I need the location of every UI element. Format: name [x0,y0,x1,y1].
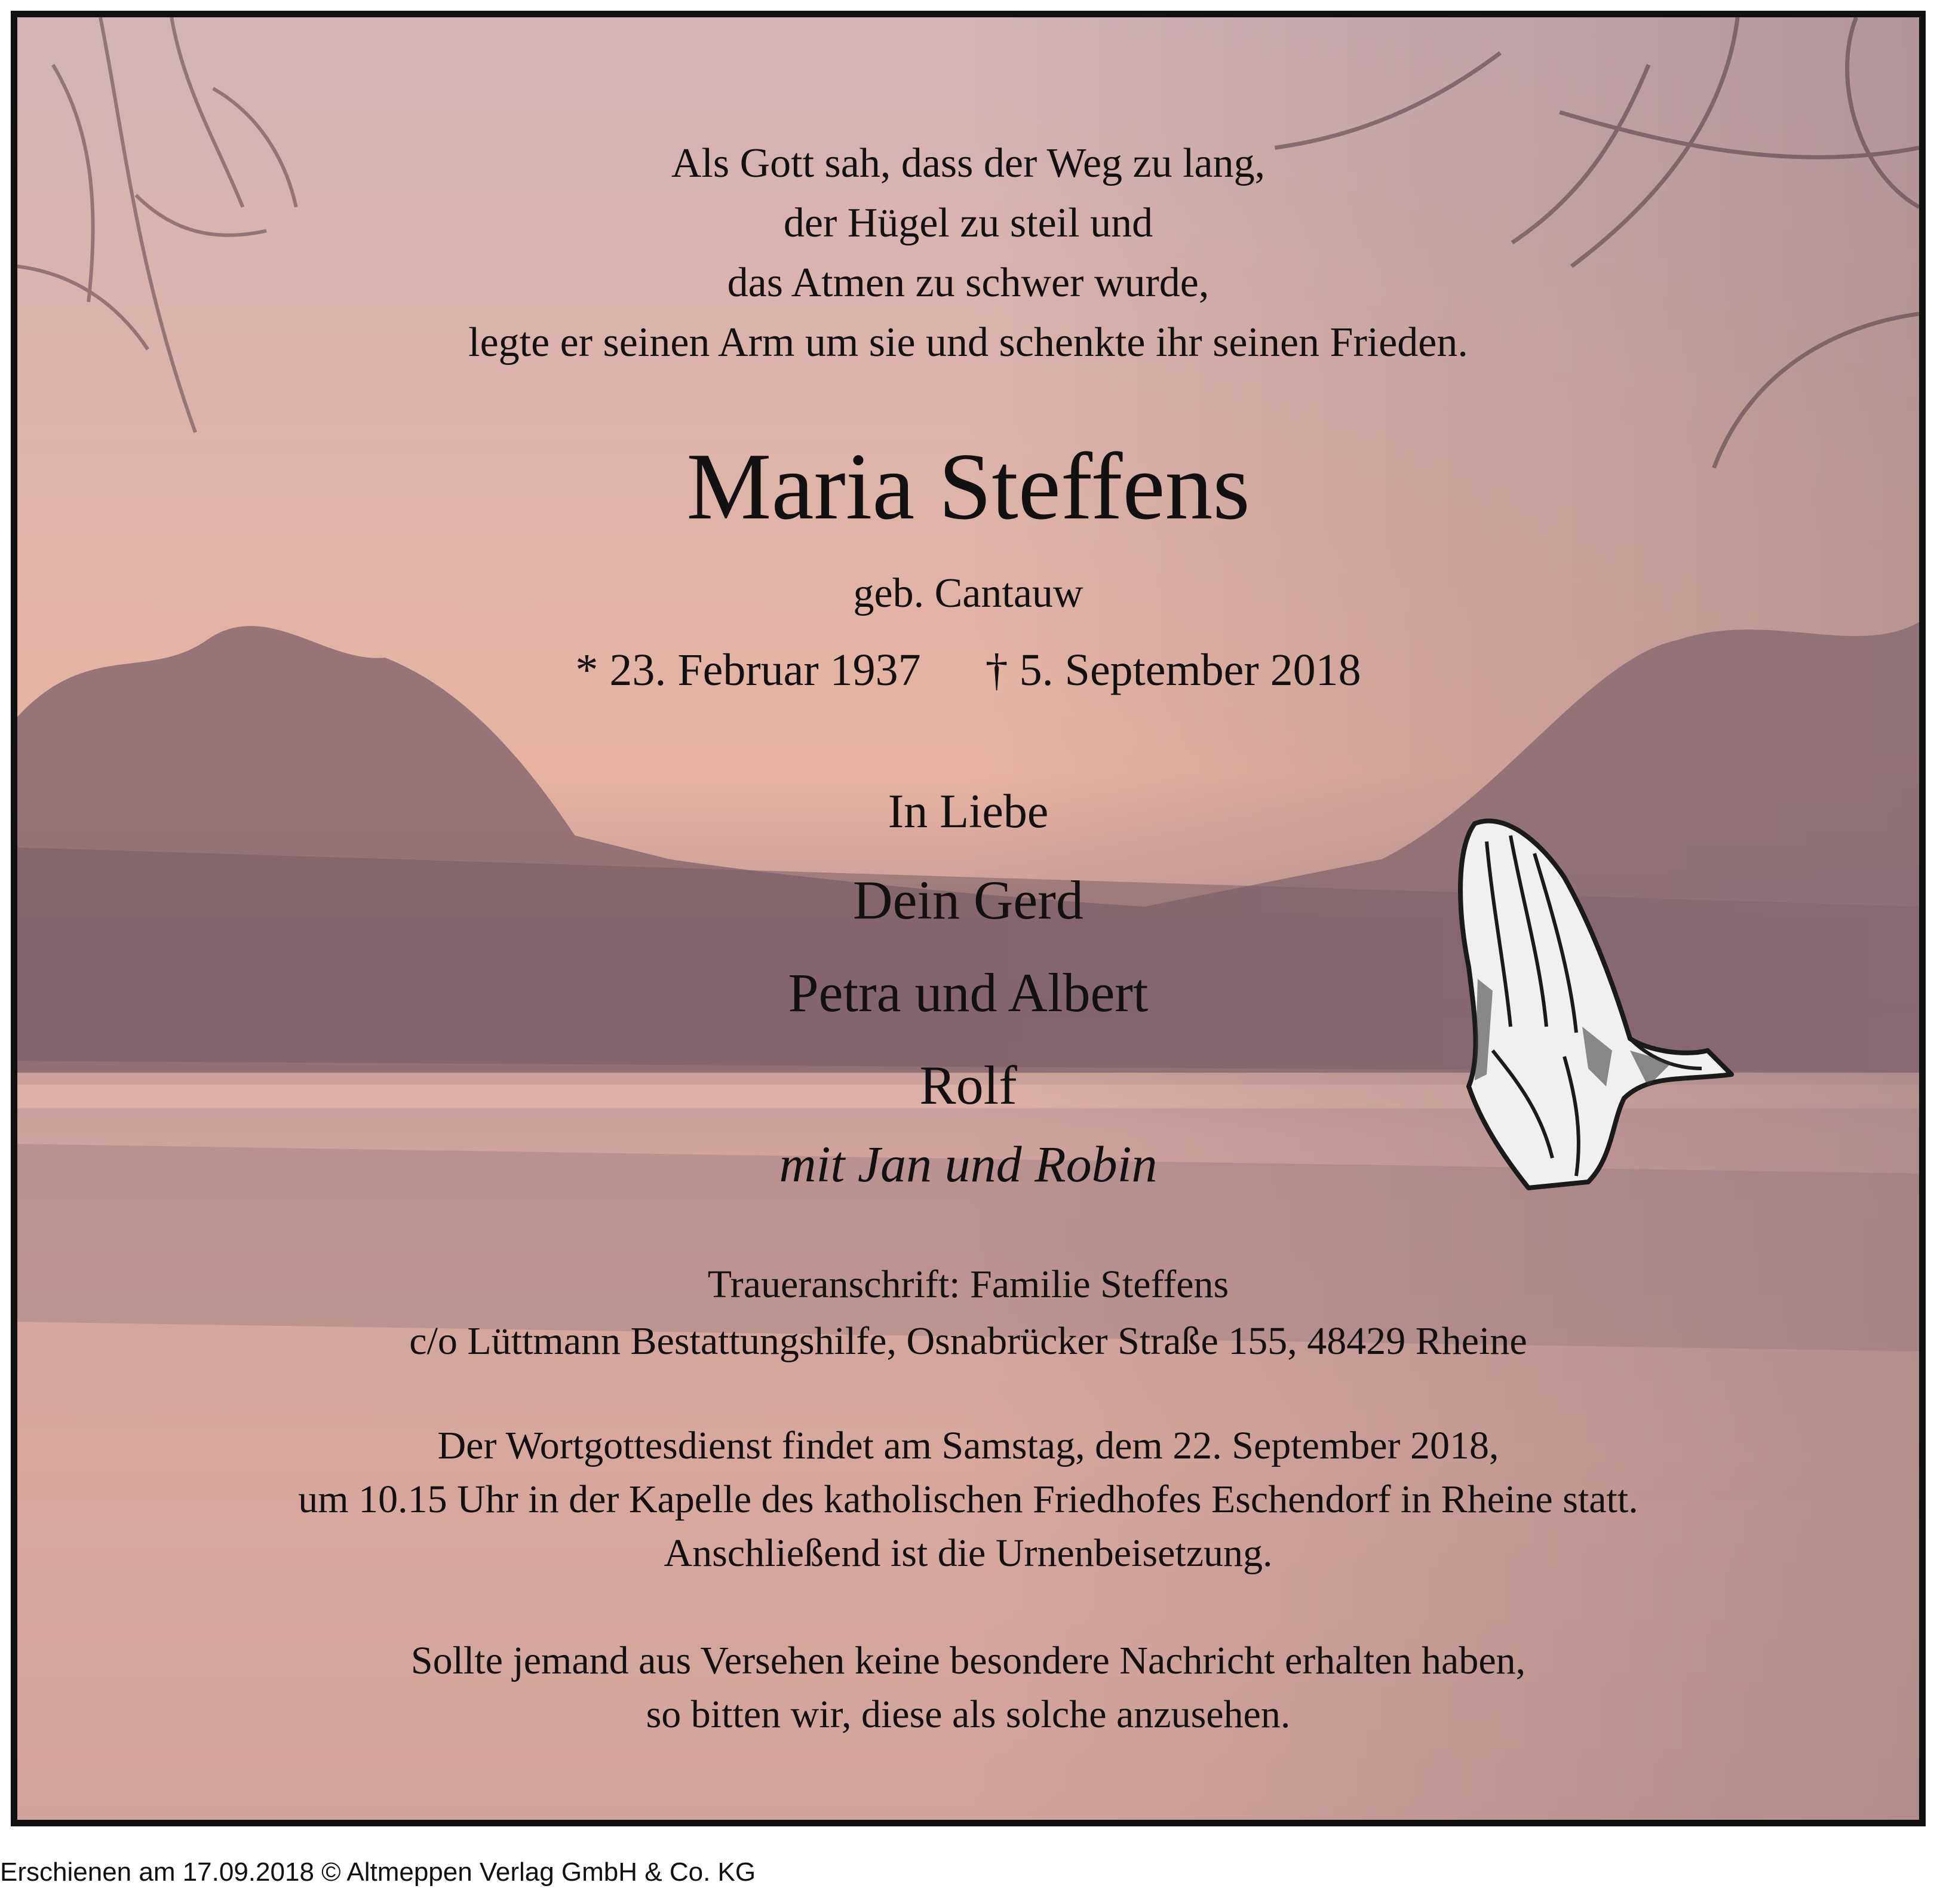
service-line-3: Anschließend ist die Urnenbeisetzung. [664,1531,1273,1575]
birth-date: * 23. Februar 1937 [575,645,921,695]
poem-line-4: legte er seinen Arm um sie und schenkte ihr seinen Frieden. [468,320,1468,366]
poem-line-1: Als Gott sah, dass der Weg zu lang, [671,140,1266,186]
mourner-gerd: Dein Gerd [853,870,1083,930]
life-dates [17,644,1919,696]
service-line-1: Der Wortgottesdienst findet am Samstag, dem 22. September 2018, [437,1424,1499,1467]
notice-line-2: so bitten wir, diese als solche anzusehen. [646,1693,1291,1736]
death-date: † 5. September 2018 [985,645,1361,695]
grandchildren: mit Jan und Robin [779,1135,1158,1193]
praying-hands-icon [1433,800,1749,1206]
obituary-card [11,11,1926,1826]
in-liebe: In Liebe [888,785,1049,838]
notice-line-1: Sollte jemand aus Versehen keine besondere Nachricht erhalten haben, [410,1639,1526,1682]
poem-line-2: der Hügel zu steil und [783,200,1153,246]
mourner-petra-albert: Petra und Albert [788,962,1149,1023]
birth-name: geb. Cantauw [853,570,1083,616]
address-line-1: Traueranschrift: Familie Steffens [707,1263,1229,1306]
poem-line-3: das Atmen zu schwer wurde, [727,260,1210,306]
address-line-2: c/o Lüttmann Bestattungshilfe, Osnabrücker Straße 155, 48429 Rheine [409,1319,1527,1363]
publication-footer: Erschienen am 17.09.2018 © Altmeppen Verlag GmbH & Co. KG [0,1857,756,1887]
service-line-2: um 10.15 Uhr in der Kapelle des katholischen Friedhofes Eschendorf in Rheine statt. [298,1478,1638,1521]
mourner-rolf: Rolf [919,1055,1017,1116]
deceased-name: Maria Steffens [686,433,1250,539]
